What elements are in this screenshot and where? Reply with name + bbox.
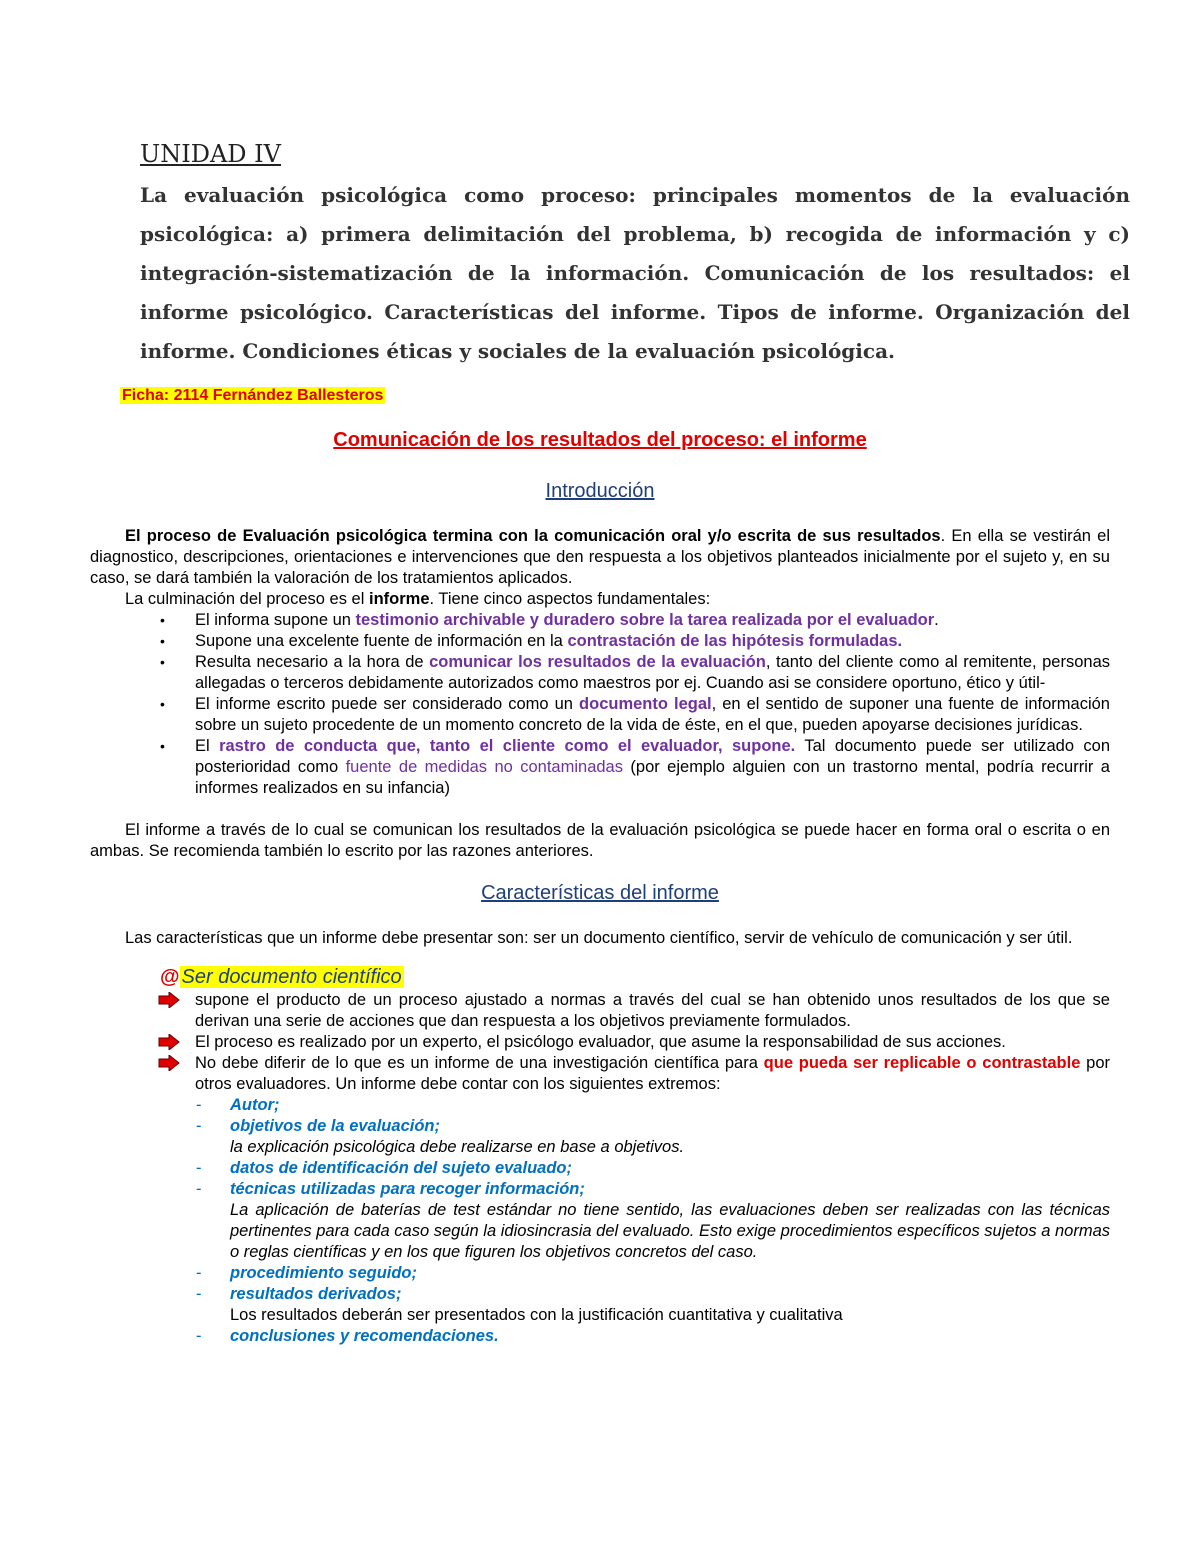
- red-arrow-icon: [158, 1055, 180, 1071]
- subheading-text: Ser documento científico: [181, 966, 402, 988]
- dash-icon: -: [196, 1180, 202, 1198]
- d7: conclusiones y recomendaciones.: [230, 1327, 499, 1345]
- at-icon: @: [160, 966, 180, 988]
- subheading-documento-cientifico: [160, 967, 1110, 988]
- b5-b: rastro de conducta que, tanto el cliente como el evaluador, supone.: [219, 737, 796, 755]
- list-item: [90, 1053, 1110, 1095]
- b4-c: , en el sentido de suponer una fuente de información sobre un sujeto procedente de un momento concreto de la vida de éste, en el que, pueden apoyarse decisiones jurídicas.: [195, 695, 1110, 734]
- list-item: [90, 1326, 1110, 1347]
- list-item: [90, 1263, 1110, 1284]
- list-item: [90, 652, 1110, 694]
- dash-icon: -: [196, 1285, 202, 1303]
- section-title-introduccion: Introducción: [545, 480, 655, 502]
- list-item: [90, 631, 1110, 652]
- b5-c: Tal documento puede ser utilizado con posterioridad como: [195, 737, 1110, 776]
- intro-paragraph-2: [90, 589, 1110, 610]
- a3-c: por otros evaluadores. Un informe debe contar con los siguientes extremos:: [195, 1054, 1110, 1093]
- list-item: [90, 610, 1110, 631]
- list-item: [90, 1116, 1110, 1158]
- a3-a: No debe diferir de lo que es un informe de una investigación científica para: [195, 1054, 764, 1072]
- b1-b: testimonio archivable y duradero sobre la tarea realizada por el evaluador: [355, 611, 935, 629]
- b3-c: , tanto del cliente como al remitente, personas allegadas o terceros debidamente autorizados como maestros por ej. Cuando asi se considere oportuno, ético y útil-: [195, 653, 1111, 692]
- d2-note: la explicación psicológica debe realizarse en base a objetivos.: [230, 1138, 685, 1156]
- b3-b: comunicar los resultados de la evaluación: [429, 653, 766, 671]
- intro-p1-bold: El proceso de Evaluación psicológica termina con la comunicación oral y/o escrita de sus resultados: [125, 527, 941, 545]
- list-item: [90, 694, 1110, 736]
- ficha-text: Ficha: 2114 Fernández Ballesteros: [122, 387, 384, 404]
- d2: objetivos de la evaluación;: [230, 1117, 440, 1135]
- b1-a: El informa supone un: [195, 611, 356, 629]
- section-title-caracteristicas: Características del informe: [481, 882, 719, 904]
- d6-note: Los resultados deberán ser presentados con la justificación cuantitativa y cualitativa: [230, 1306, 843, 1324]
- a3-b: que pueda ser replicable o contrastable: [763, 1054, 1081, 1072]
- b1-c: .: [934, 611, 939, 629]
- intro-paragraph-3: El informe a través de lo cual se comunican los resultados de la evaluación psicológica se puede hacer en forma oral o escrita o en ambas. Se recomienda también lo escrito por las razones anteriores.: [90, 821, 1110, 860]
- list-item: [90, 1032, 1110, 1053]
- d6: resultados derivados;: [230, 1285, 402, 1303]
- intro-p1-rest: . En ella se vestirán el diagnostico, descripciones, orientaciones e intervenciones que den respuesta a los objetivos planteados inicialmente por el sujeto y, en su caso, se dará también la valoración de los tratamientos aplicados.: [90, 527, 1110, 587]
- list-item: [90, 1095, 1110, 1116]
- b5-e: (por ejemplo alguien con un trastorno mental, podría recurrir a informes realizados en su infancia): [195, 758, 1110, 797]
- b5-a: El: [195, 737, 220, 755]
- b4-b: documento legal: [579, 695, 712, 713]
- bullet-icon: •: [160, 612, 165, 628]
- d4: técnicas utilizadas para recoger información;: [230, 1180, 585, 1198]
- document-body: [90, 385, 1110, 1347]
- list-item: [90, 990, 1110, 1032]
- b4-a: El informe escrito puede ser considerado como un: [195, 695, 580, 713]
- intro-p2-b: informe: [368, 590, 430, 608]
- b2-a: Supone una excelente fuente de información en la: [195, 632, 568, 650]
- b3-a: Resulta necesario a la hora de: [195, 653, 430, 671]
- d3: datos de identificación del sujeto evaluado;: [230, 1159, 572, 1177]
- list-item: [90, 1284, 1110, 1326]
- red-arrow-icon: [158, 992, 180, 1008]
- d1: Autor;: [230, 1096, 280, 1114]
- intro-p2-a: La culminación del proceso es el: [125, 590, 369, 608]
- list-item: [90, 736, 1110, 799]
- red-arrow-icon: [158, 1034, 180, 1050]
- d4-note: La aplicación de baterías de test estándar no tiene sentido, las evaluaciones deben ser realizadas con las técnicas pertinentes para cada caso según la idiosincrasia del evaluado. Esto exige procedimientos específicos sujetos a normas o reglas científicas y en los que figuren los objetivos concretos del caso.: [230, 1201, 1110, 1261]
- list-item: [90, 1158, 1110, 1179]
- unit-title: UNIDAD IV: [140, 140, 281, 168]
- bullet-icon: •: [160, 654, 165, 670]
- d5: procedimiento seguido;: [230, 1264, 418, 1282]
- bullet-icon: •: [160, 738, 165, 754]
- a1-text: supone el producto de un proceso ajustado a normas a través del cual se han obtenido unos resultados de los que se derivan una serie de acciones que dan respuesta a los objetivos previamente formulados.: [195, 991, 1110, 1030]
- dash-icon: -: [196, 1096, 202, 1114]
- dash-icon: -: [196, 1117, 202, 1135]
- ficha-label: [120, 385, 1110, 406]
- unit-description: La evaluación psicológica como proceso: principales momentos de la evaluación psicológica: a) primera delimitación del problema, b) recogida de información y c) integración-sistematización de la información. Comunicación de los resultados: el informe psicológico. Características del informe. Tipos de informe. Organización del informe. Condiciones éticas y sociales de la evaluación psicológica.: [140, 183, 1130, 363]
- dash-list: [90, 1095, 1110, 1347]
- b2-b: contrastación de las hipótesis formuladas.: [567, 632, 903, 650]
- b5-d: fuente de medidas no contaminadas: [345, 758, 623, 776]
- bullet-icon: •: [160, 696, 165, 712]
- dash-icon: -: [196, 1327, 202, 1345]
- caracteristicas-paragraph: Las características que un informe debe presentar son: ser un documento científico, servir de vehículo de comunicación y ser útil.: [125, 929, 1073, 947]
- intro-p2-c: . Tiene cinco aspectos fundamentales:: [429, 590, 711, 608]
- a2-text: El proceso es realizado por un experto, el psicólogo evaluador, que asume la responsabilidad de sus acciones.: [195, 1033, 1006, 1051]
- dash-icon: -: [196, 1159, 202, 1177]
- list-item: [90, 1179, 1110, 1263]
- intro-bullet-list: [90, 610, 1110, 799]
- document-title: Comunicación de los resultados del proceso: el informe: [333, 429, 867, 451]
- bullet-icon: •: [160, 633, 165, 649]
- intro-paragraph-1: [90, 526, 1110, 589]
- unit-heading-block: [140, 140, 1130, 371]
- dash-icon: -: [196, 1264, 202, 1282]
- arrow-list: [90, 990, 1110, 1095]
